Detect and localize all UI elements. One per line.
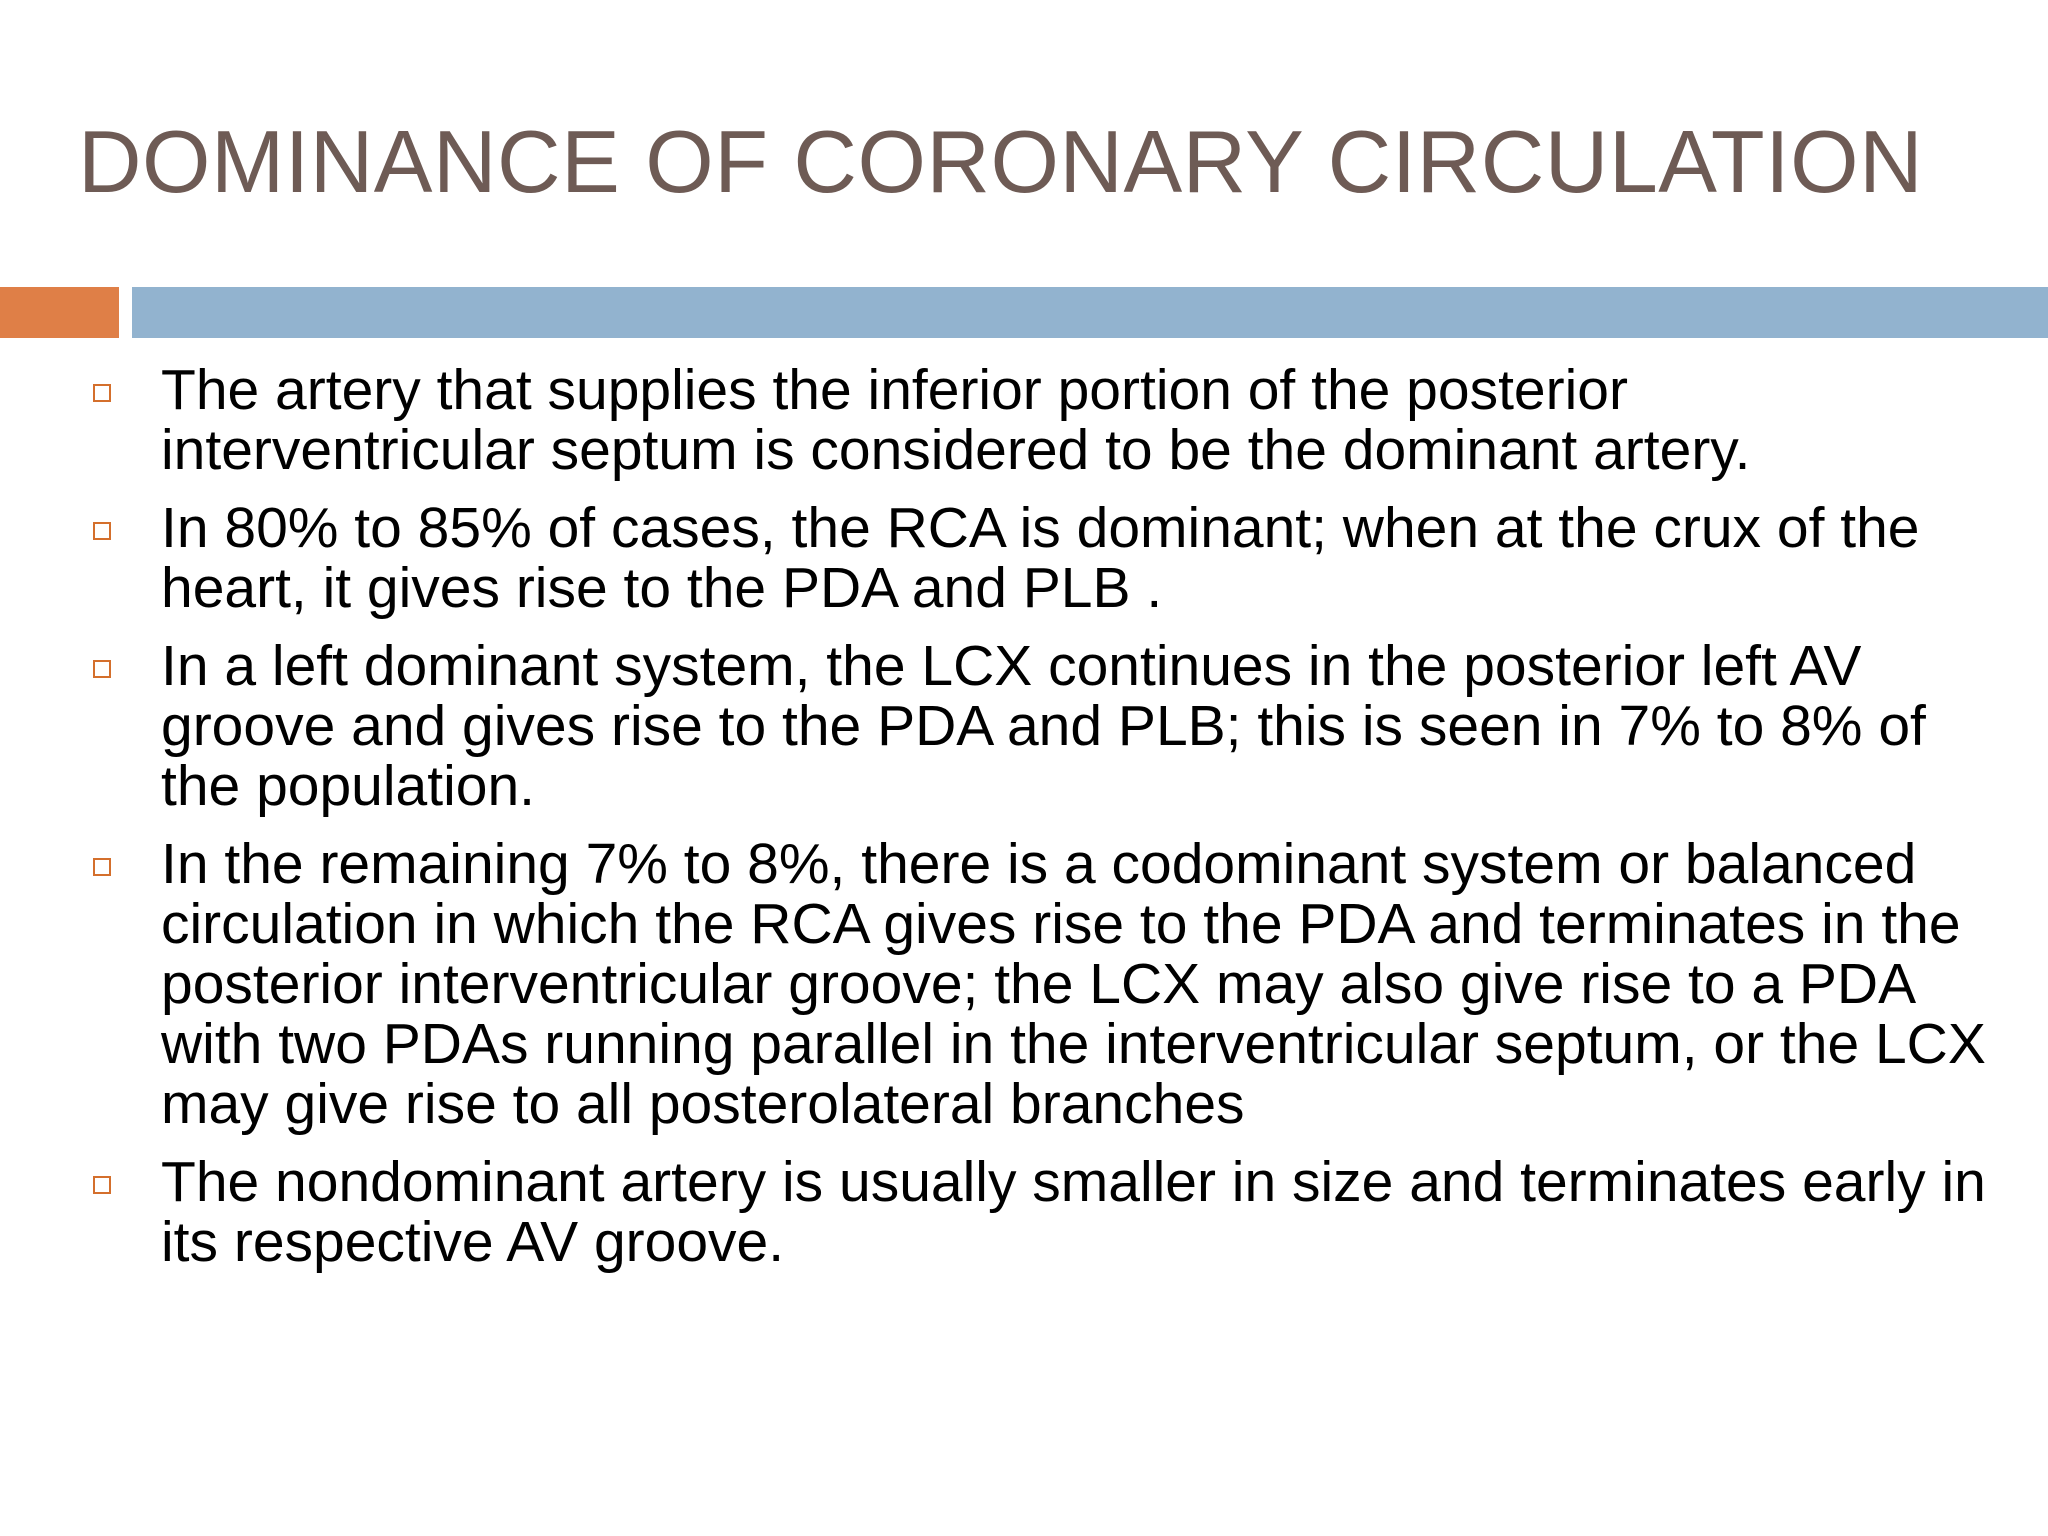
bullet-item bbox=[0, 636, 2048, 816]
hollow-square-icon bbox=[93, 660, 111, 678]
bullet-text: In a left dominant system, the LCX continues in the posterior left AV groove and gives rise to the PDA and PLB; this is seen in 7% to 8% of the population. bbox=[161, 634, 1926, 818]
bullet-item bbox=[0, 360, 2048, 480]
bullet-text: The artery that supplies the inferior portion of the posterior interventricular septum is considered to be the dominant artery. bbox=[161, 358, 1751, 482]
bullet-text: In the remaining 7% to 8%, there is a codominant system or balanced circulation in which the RCA gives rise to the PDA and terminates in the posterior interventricular groove; the LCX may also give rise to a PDA with two PDAs running parallel in the interventricular septum, or the LCX may give rise to all posterolateral branches bbox=[161, 832, 1986, 1136]
slide-title: DOMINANCE OF CORONARY CIRCULATION bbox=[78, 112, 1924, 211]
hollow-square-icon bbox=[93, 858, 111, 876]
accent-bar-orange bbox=[0, 287, 119, 338]
hollow-square-icon bbox=[93, 384, 111, 402]
bullet-item bbox=[0, 834, 2048, 1134]
bullet-list bbox=[0, 360, 2048, 1290]
bullet-item bbox=[0, 1152, 2048, 1272]
bullet-text: The nondominant artery is usually smaller in size and terminates early in its respective AV groove. bbox=[161, 1150, 1986, 1274]
accent-bar-blue bbox=[132, 287, 2048, 338]
bullet-item bbox=[0, 498, 2048, 618]
hollow-square-icon bbox=[93, 522, 111, 540]
bullet-text: In 80% to 85% of cases, the RCA is dominant; when at the crux of the heart, it gives rise to the PDA and PLB . bbox=[161, 496, 1920, 620]
hollow-square-icon bbox=[93, 1176, 111, 1194]
